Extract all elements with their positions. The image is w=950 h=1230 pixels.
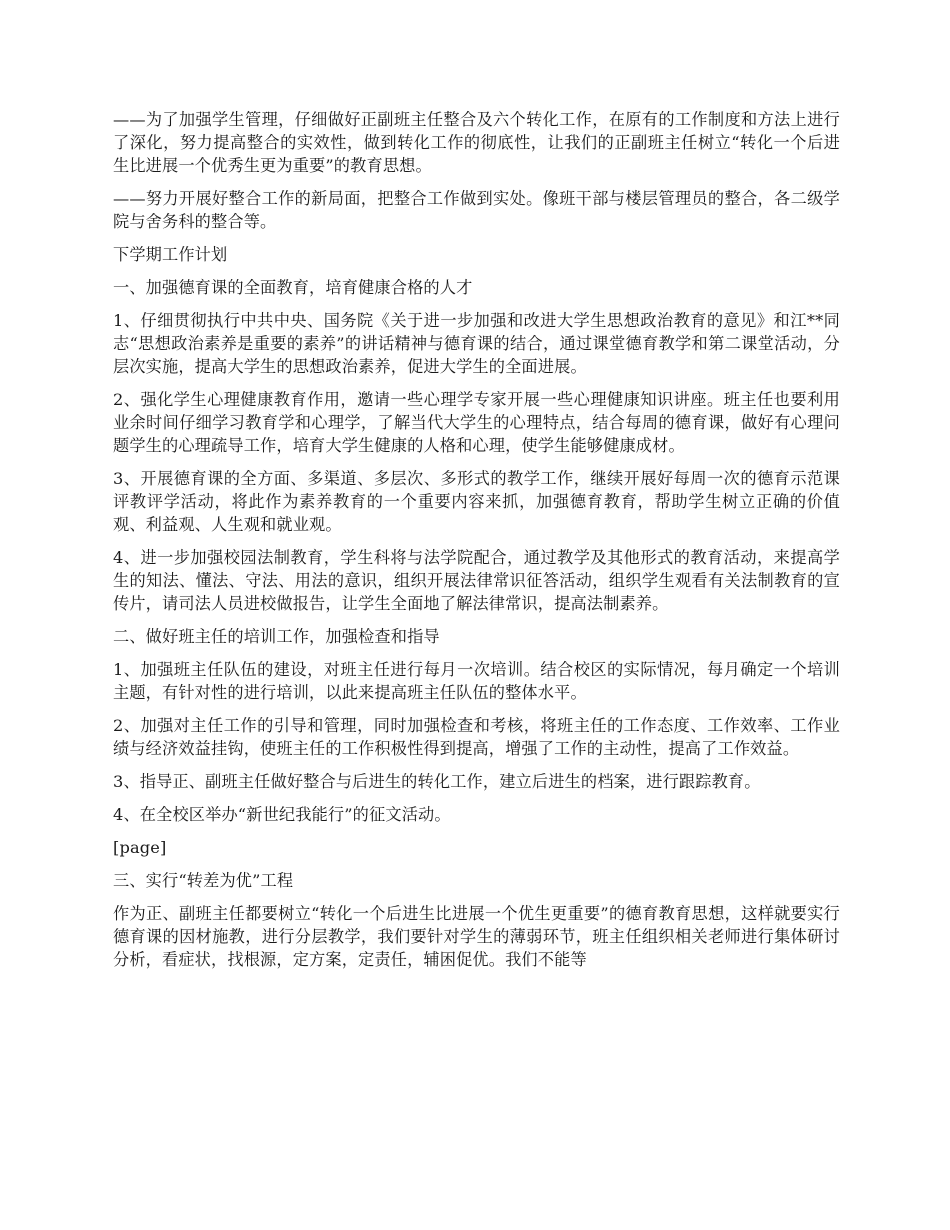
paragraph-1-2: 2、强化学生心理健康教育作用，邀请一些心理学专家开展一些心理健康知识讲座。班主任也要利用业余时间仔细学习教育学和心理学，了解当代大学生的心理特点，结合每周的德育课，做好有心理问题学生的心理疏导工作，培育大学生健康的人格和心理，使学生能够健康成材。 bbox=[113, 390, 840, 455]
section-heading-3: 三、实行“转差为优”工程 bbox=[113, 871, 294, 890]
section-heading-2: 二、做好班主任的培训工作，加强检查和指导 bbox=[113, 627, 440, 646]
paragraph-1-4: 4、进一步加强校园法制教育，学生科将与法学院配合，通过教学及其他形式的教育活动，来提高学生的知法、懂法、守法、用法的意识，组织开展法律常识征答活动，组织学生观看有关法制教育的宣传片，请司法人员进校做报告，让学生全面地了解法律常识，提高法制素养。 bbox=[113, 548, 840, 613]
paragraph-3-1: 作为正、副班主任都要树立“转化一个后进生比进展一个优生更重要”的德育教育思想，这样就要实行德育课的因材施教，进行分层教学，我们要针对学生的薄弱环节，班主任组织相关老师进行集体研讨分析，看症状，找根源，定方案，定责任，辅困促优。我们不能等 bbox=[113, 904, 840, 969]
paragraph-1-1: 1、仔细贯彻执行中共中央、国务院《关于进一步加强和改进大学生思想政治教育的意见》和江**同志“思想政治素养是重要的素养”的讲话精神与德育课的结合，通过课堂德育教学和第二课堂活动，分层次实施，提高大学生的思想政治素养，促进大学生的全面进展。 bbox=[113, 311, 840, 376]
paragraph-1-3: 3、开展德育课的全方面、多渠道、多层次、多形式的教学工作，继续开展好每周一次的德育示范课评教评学活动，将此作为素养教育的一个重要内容来抓，加强德育教育，帮助学生树立正确的价值观、利益观、人生观和就业观。 bbox=[113, 469, 840, 534]
paragraph-2-2: 2、加强对主任工作的引导和管理，同时加强检查和考核，将班主任的工作态度、工作效率、工作业绩与经济效益挂钩，使班主任的工作积极性得到提高，增强了工作的主动性，提高了工作效益。 bbox=[113, 716, 840, 758]
paragraph-intro-1: ——为了加强学生管理，仔细做好正副班主任整合及六个转化工作，在原有的工作制度和方法上进行了深化，努力提高整合的实效性，做到转化工作的彻底性，让我们的正副班主任树立“转化一个后进生比进展一个优秀生更为重要”的教育思想。 bbox=[113, 110, 840, 175]
document-body bbox=[113, 108, 840, 981]
paragraph-2-1: 1、加强班主任队伍的建设，对班主任进行每月一次培训。结合校区的实际情况，每月确定一个培训主题，有针对性的进行培训，以此来提高班主任队伍的整体水平。 bbox=[113, 660, 840, 702]
paragraph-intro-2: ——努力开展好整合工作的新局面，把整合工作做到实处。像班干部与楼层管理员的整合，各二级学院与舍务科的整合等。 bbox=[113, 189, 840, 231]
section-heading-1: 一、加强德育课的全面教育，培育健康合格的人才 bbox=[113, 278, 473, 297]
paragraph-2-4: 4、在全校区举办“新世纪我能行”的征文活动。 bbox=[113, 805, 451, 824]
page-marker: [page] bbox=[113, 838, 167, 857]
heading-next-term-plan: 下学期工作计划 bbox=[113, 245, 228, 264]
paragraph-2-3: 3、指导正、副班主任做好整合与后进生的转化工作，建立后进生的档案，进行跟踪教育。 bbox=[113, 772, 761, 791]
